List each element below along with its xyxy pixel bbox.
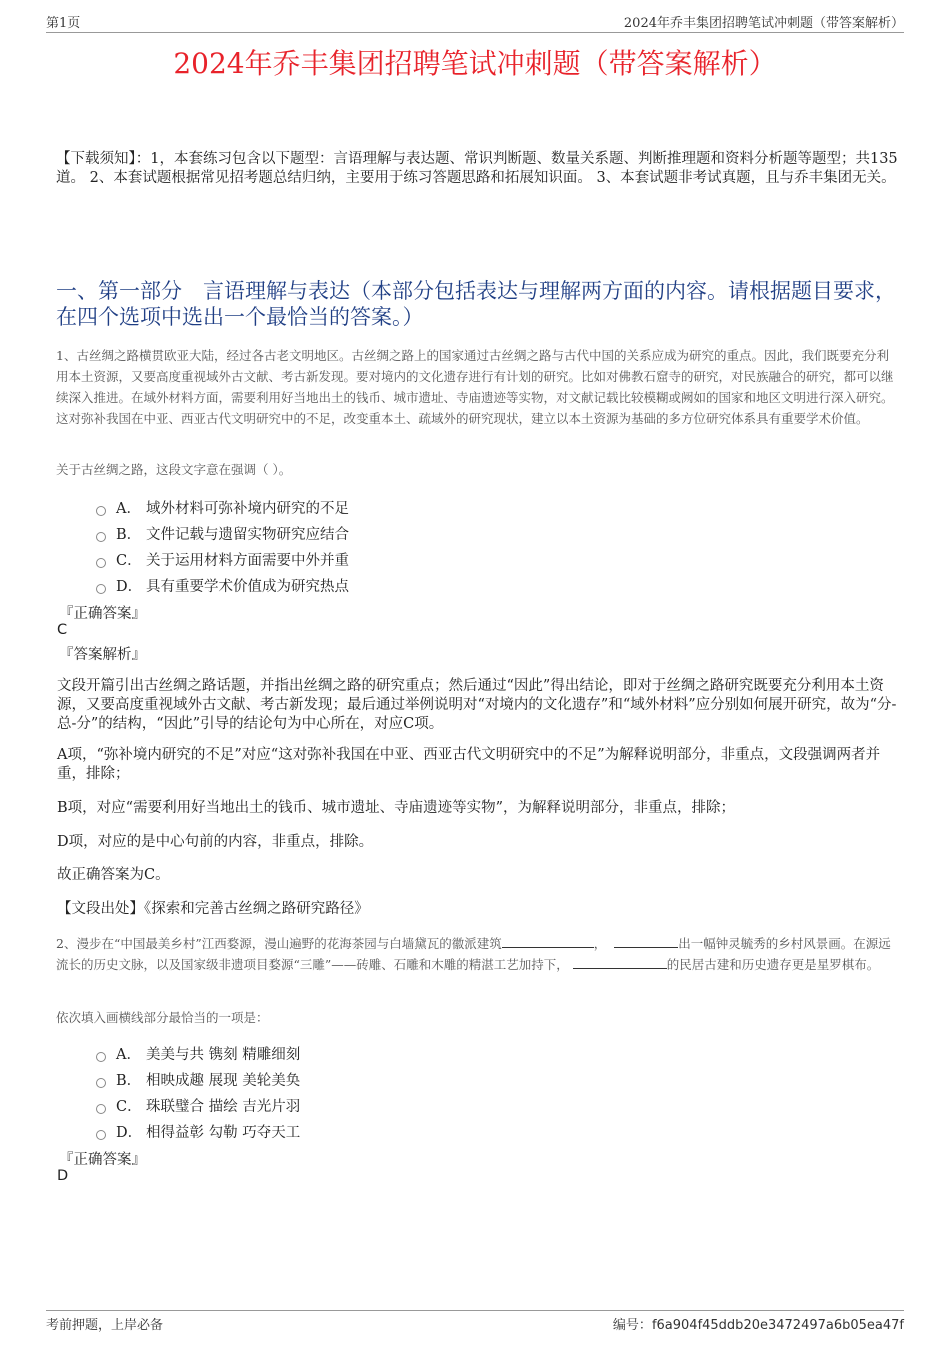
q1-answer-label: 『正确答案』 — [59, 606, 146, 622]
q2-option-c[interactable] — [96, 1095, 300, 1116]
radio-icon[interactable] — [96, 1130, 106, 1140]
q2-answer-label: 『正确答案』 — [59, 1152, 146, 1168]
q1-option-d[interactable] — [96, 575, 349, 596]
q1-stem: 关于古丝绸之路，这段文字意在强调（ ）。 — [56, 462, 292, 477]
download-notice: 【下载须知】：1，本套练习包含以下题型：言语理解与表达题、常识判断题、数量关系题、判断推理题和资料分析题等题型；共135道。 2、本套试题根据常见招考题总结归纳，主要用于练习答题思路和拓展知识面。 3、本套试题非考试真题，且与乔丰集团无关。 — [56, 151, 898, 186]
option-text: 相映成趣 展现 美轮美奂 — [146, 1073, 301, 1089]
option-letter: A． — [116, 1047, 141, 1063]
option-text: 美美与共 镌刻 精雕细刻 — [146, 1047, 301, 1063]
radio-icon[interactable] — [96, 506, 106, 516]
q1-passage: 1、古丝绸之路横贯欧亚大陆，经过各古老文明地区。古丝绸之路上的国家通过古丝绸之路与古代中国的关系应成为研究的重点。因此，我们既要充分利用本土资源，又要高度重视域外古文献、考古新发现。要对境内的文化遗存进行有计划的研究。比如对佛教石窟寺的研究，对民族融合的研究，都可以继续深入推进。在域外材料方面，需要利用好当地出土的钱币、城市遗址、寺庙遗迹等实物，对文献记载比较模糊或阙如的国家和地区文明进行深入研究。这对弥补我国在中亚、西亚古代文明研究中的不足，改变重本土、疏域外的研究现状，建立以本土资源为基础的多方位研究体系具有重要学术价值。 — [56, 348, 894, 426]
radio-icon[interactable] — [96, 584, 106, 594]
footer-code — [613, 1314, 904, 1333]
fill-blank[interactable] — [502, 935, 594, 948]
footer-code-label: 编号： — [612, 1318, 652, 1333]
header-divider — [46, 32, 904, 33]
q2-passage-part: 2、漫步在“中国最美乡村”江西婺源，漫山遍野的花海茶园与白墙黛瓦的徽派建筑 — [56, 936, 502, 951]
option-text: 域外材料可弥补境内研究的不足 — [146, 501, 349, 517]
q2-passage-part: 出一幅钟灵毓秀的乡村风景画。在源远流长的历史文脉，以及国家级非遗项目婺源“三雕”——砖雕、石雕和木雕的精湛工艺加持下， — [56, 936, 891, 972]
q1-analysis-paragraph: 故正确答案为C。 — [57, 867, 170, 883]
q1-analysis-paragraph: D项，对应的是中心句前的内容，非重点，排除。 — [57, 834, 374, 850]
radio-icon[interactable] — [96, 532, 106, 542]
q2-option-a[interactable] — [96, 1043, 300, 1064]
radio-icon[interactable] — [96, 1078, 106, 1088]
fill-blank[interactable] — [573, 956, 667, 969]
q1-analysis-paragraph: A项，“弥补境内研究的不足”对应“这对弥补我国在中亚、西亚古代文明研究中的不足”为解释说明部分，非重点，文段强调两者并重，排除； — [57, 747, 881, 782]
q1-source: 【文段出处】《探索和完善古丝绸之路研究路径》 — [57, 901, 369, 917]
q2-stem: 依次填入画横线部分最恰当的一项是： — [56, 1010, 269, 1025]
q2-option-b[interactable] — [96, 1069, 300, 1090]
q2-passage-part: 的民居古建和历史遗存更是星罗棋布。 — [666, 957, 880, 972]
q1-option-a[interactable] — [96, 497, 349, 518]
option-text: 文件记载与遗留实物研究应结合 — [146, 527, 349, 543]
page-title: 2024年乔丰集团招聘笔试冲刺题（带答案解析） — [173, 47, 777, 80]
q1-option-c[interactable] — [96, 549, 349, 570]
page-number: 第1页 — [46, 16, 81, 31]
q1-analysis-paragraph: B项，对应“需要利用好当地出土的钱币、城市遗址、寺庙遗迹等实物”，为解释说明部分，非重点，排除； — [57, 800, 735, 816]
q1-answer: C — [57, 622, 68, 638]
footer-divider — [46, 1310, 904, 1311]
footer-code-value: f6a904f45ddb20e3472497a6b05ea47f — [651, 1318, 904, 1333]
radio-icon[interactable] — [96, 1052, 106, 1062]
q1-analysis-paragraph: 文段开篇引出古丝绸之路话题，并指出丝绸之路的研究重点；然后通过“因此”得出结论，即对于丝绸之路研究既要充分利用本土资源，又要高度重视域外古文献、考古新发现；最后通过举例说明对“对境内的文化遗存”和“域外材料”应分别如何展开研究，故为“分-总-分”的结构，“因此”引导的结论句为中心所在，对应C项。 — [57, 678, 897, 732]
option-text: 珠联璧合 描绘 吉光片羽 — [146, 1099, 301, 1115]
header-doc-title: 2024年乔丰集团招聘笔试冲刺题（带答案解析） — [623, 16, 904, 31]
q2-passage-part: ， — [593, 936, 607, 951]
option-letter: A． — [116, 501, 141, 517]
radio-icon[interactable] — [96, 558, 106, 568]
option-text: 关于运用材料方面需要中外并重 — [146, 553, 349, 569]
option-letter: C． — [116, 1099, 142, 1115]
q2-answer: D — [57, 1168, 69, 1184]
q1-analysis-label: 『答案解析』 — [59, 647, 146, 663]
option-letter: D． — [116, 1125, 143, 1141]
option-letter: B． — [116, 527, 142, 543]
fill-blank[interactable] — [614, 935, 678, 948]
section-heading: 一、第一部分 言语理解与表达（本部分包括表达与理解两方面的内容。请根据题目要求，在四个选项中选出一个最恰当的答案。） — [56, 279, 896, 329]
q2-option-d[interactable] — [96, 1121, 300, 1142]
option-letter: D． — [116, 579, 143, 595]
footer-slogan: 考前押题，上岸必备 — [46, 1318, 164, 1333]
q1-option-b[interactable] — [96, 523, 349, 544]
option-letter: C． — [116, 553, 142, 569]
option-letter: B． — [116, 1073, 142, 1089]
option-text: 相得益彰 勾勒 巧夺天工 — [146, 1125, 301, 1141]
q2-passage — [56, 933, 901, 975]
option-text: 具有重要学术价值成为研究热点 — [146, 579, 349, 595]
radio-icon[interactable] — [96, 1104, 106, 1114]
